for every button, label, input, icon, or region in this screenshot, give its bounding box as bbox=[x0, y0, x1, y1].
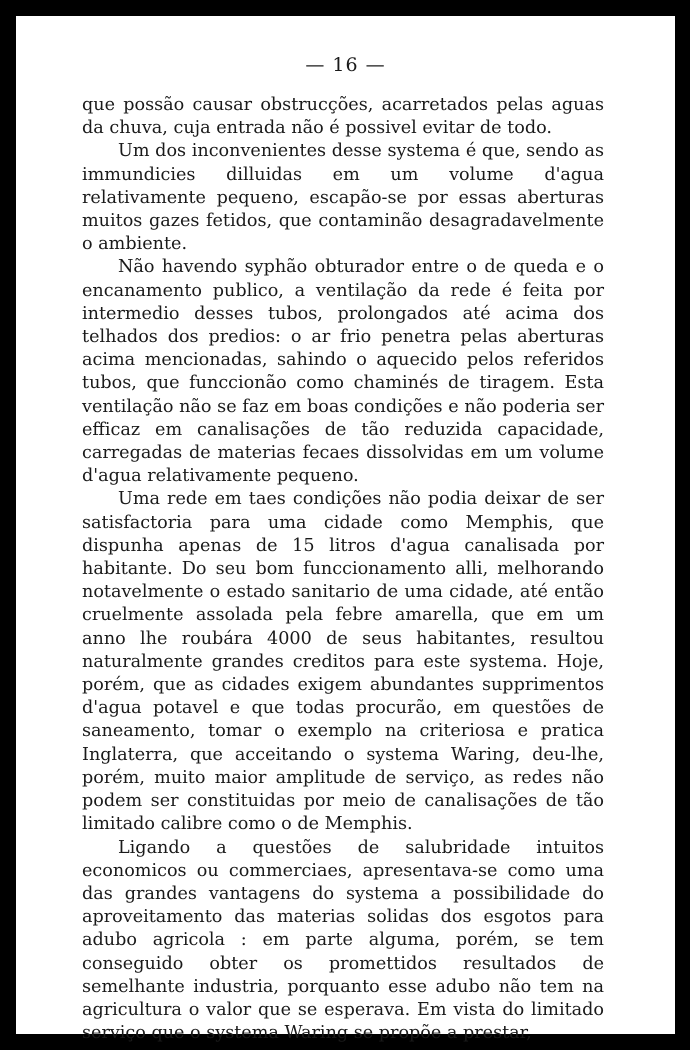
page-number: — 16 — bbox=[305, 54, 386, 76]
paragraph-continuation: que possão causar obstrucções, acarretados pelas aguas da chuva, cuja entrada não é possivel evitar de todo. bbox=[82, 95, 604, 139]
body-text bbox=[82, 94, 604, 1045]
paragraph: Uma rede em taes condições não podia deixar de ser satisfactoria para uma cidade como Memphis, que dispunha apenas de 15 litros d'agua canalisada por habitante. Do seu bom funccionamento alli, melhorando notavelmente o estado sanitario de uma cidade, até então cruelmente assolada pela febre amarella, que em um anno lhe roubára 4000 de seus habitantes, resultou naturalmente grandes creditos para este systema. Hoje, porém, que as cidades exigem abundantes supprimentos d'agua potavel e que todas procurão, em questões de saneamento, tomar o exemplo na criteriosa e pratica Inglaterra, que acceitando o systema Waring, deu-lhe, porém, muito maior amplitude de serviço, as redes não podem ser constituidas por meio de canalisações de tão limitado calibre como o de Memphis. bbox=[82, 489, 604, 835]
paragraph: Não havendo syphão obturador entre o de queda e o encanamento publico, a ventilação da rede é feita por intermedio desses tubos, prolongados até acima dos telhados dos predios: o ar frio penetra pelas aberturas acima mencionadas, sahindo o aquecido pelos referidos tubos, que funccionão como chaminés de tiragem. Esta ventilação não se faz em boas condições e não poderia ser efficaz em canalisações de tão reduzida capacidade, carregadas de materias fecaes dissolvidas em um volume d'agua relativamente pequeno. bbox=[82, 257, 604, 487]
paragraph: Ligando a questões de salubridade intuitos economicos ou commerciaes, apresentava-se como uma das grandes vantagens do systema a possibilidade do aproveitamento das materias solidas dos esgotos para adubo agricola : em parte alguma, porém, se tem conseguido obter os promettidos resultados de semelhante industria, porquanto esse adubo não tem na agricultura o valor que se esperava. Em vista do limitado serviço que o systema Waring se propõe a prestar, bbox=[82, 837, 604, 1044]
book-page bbox=[16, 16, 675, 1044]
paragraph: Um dos inconvenientes desse systema é que, sendo as immundicies dilluidas em um volume d'agua relativamente pequeno, escapão-se por essas aberturas muitos gazes fetidos, que contaminão desagradavelmente o ambiente. bbox=[82, 141, 604, 255]
